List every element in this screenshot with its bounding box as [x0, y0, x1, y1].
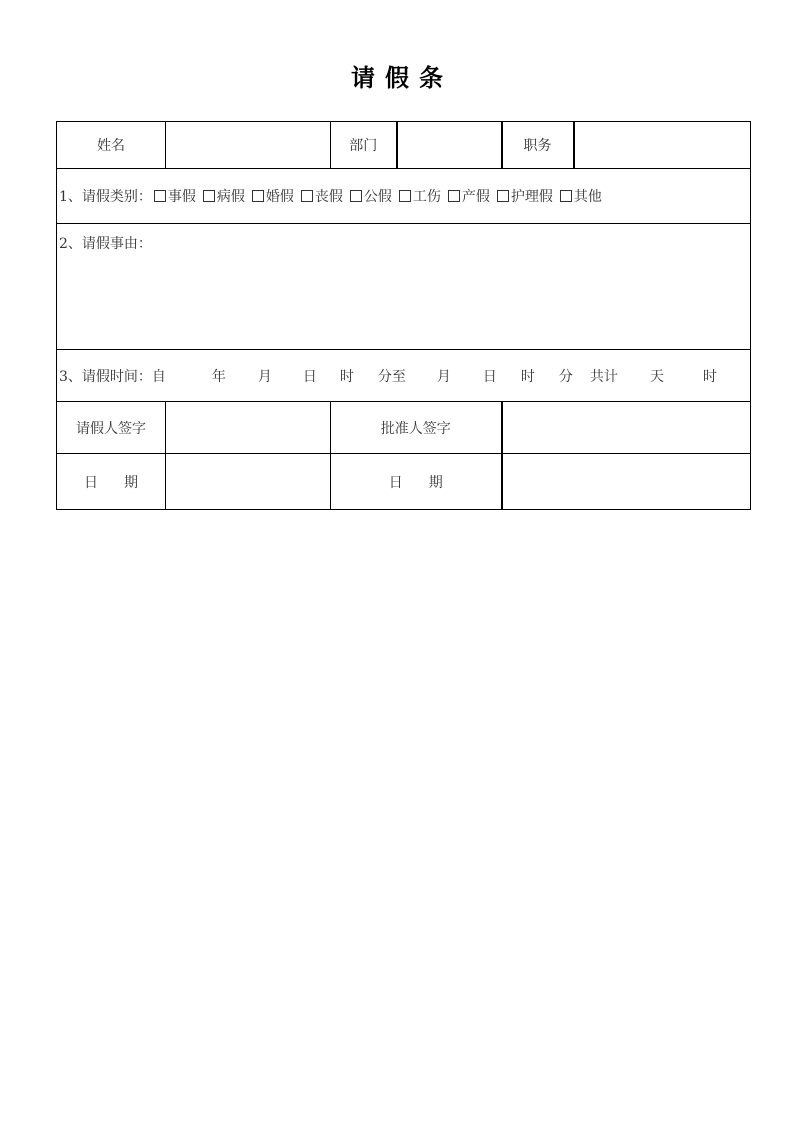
time-unit-day-end: 日 [482, 368, 497, 385]
leave-type-option-marriage[interactable] [250, 189, 294, 205]
row-leave-type [57, 169, 751, 224]
time-unit-month: 月 [257, 368, 272, 385]
title-char: 请 [351, 63, 375, 92]
row-leave-time [57, 350, 751, 402]
leave-reason-label: 2、请假事由： [59, 236, 152, 252]
option-label: 产假 [461, 189, 490, 205]
date-char: 日 [388, 474, 403, 491]
row-dates [57, 454, 751, 510]
option-label: 事假 [167, 189, 196, 205]
approver-sign-label: 批准人签字 [331, 402, 502, 454]
leave-type-label: 1、请假类别： [59, 189, 152, 205]
leave-type-option-nursing[interactable] [495, 189, 553, 205]
leave-time-cell[interactable] [57, 350, 751, 402]
applicant-date-field[interactable] [166, 454, 331, 510]
checkbox-icon[interactable] [203, 190, 215, 202]
leave-form-table [56, 121, 751, 510]
time-unit-minute-to: 分至 [377, 368, 406, 385]
option-label: 丧假 [314, 189, 343, 205]
dept-label: 部门 [331, 122, 397, 169]
checkbox-icon[interactable] [497, 190, 509, 202]
time-unit-year: 年 [211, 368, 226, 385]
applicant-sign-field[interactable] [166, 402, 331, 454]
checkbox-icon[interactable] [154, 190, 166, 202]
row-signatures [57, 402, 751, 454]
leave-type-option-sick[interactable] [201, 189, 245, 205]
checkbox-icon[interactable] [301, 190, 313, 202]
leave-type-option-official[interactable] [348, 189, 392, 205]
time-unit-hours: 时 [702, 368, 717, 385]
title-char: 条 [419, 63, 443, 92]
time-unit-minute-end: 分 [558, 368, 573, 385]
title-char: 假 [385, 63, 409, 92]
time-unit-hour: 时 [339, 368, 354, 385]
time-unit-hour-end: 时 [520, 368, 535, 385]
leave-time-label: 3、请假时间：自 [59, 368, 166, 385]
option-label: 其他 [573, 189, 602, 205]
checkbox-icon[interactable] [448, 190, 460, 202]
option-label: 工伤 [412, 189, 441, 205]
approver-sign-field[interactable] [502, 402, 751, 454]
time-unit-day: 日 [302, 368, 317, 385]
position-field[interactable] [574, 122, 751, 169]
option-label: 护理假 [510, 189, 553, 205]
checkbox-icon[interactable] [252, 190, 264, 202]
name-field[interactable] [166, 122, 331, 169]
leave-type-option-maternity[interactable] [446, 189, 490, 205]
row-basic-info [57, 122, 751, 169]
leave-type-cell [57, 169, 751, 224]
date-char: 日 [84, 474, 98, 491]
option-label: 公假 [363, 189, 392, 205]
leave-type-option-other[interactable] [558, 189, 602, 205]
position-label: 职务 [502, 122, 574, 169]
date-char: 期 [428, 474, 443, 491]
checkbox-icon[interactable] [399, 190, 411, 202]
option-label: 婚假 [265, 189, 294, 205]
applicant-sign-label: 请假人签字 [57, 402, 166, 454]
dept-field[interactable] [397, 122, 502, 169]
name-label: 姓名 [57, 122, 166, 169]
option-label: 病假 [216, 189, 245, 205]
leave-type-option-bereavement[interactable] [299, 189, 343, 205]
page-title [0, 58, 794, 93]
leave-type-option-personal[interactable] [152, 189, 196, 205]
applicant-date-label [57, 454, 166, 510]
time-unit-month-end: 月 [436, 368, 451, 385]
approver-date-label [331, 454, 502, 510]
checkbox-icon[interactable] [560, 190, 572, 202]
date-char: 期 [124, 474, 138, 491]
leave-type-option-work-injury[interactable] [397, 189, 441, 205]
checkbox-icon[interactable] [350, 190, 362, 202]
time-unit-days: 天 [649, 368, 664, 385]
row-leave-reason [57, 224, 751, 350]
time-total-label: 共计 [589, 368, 618, 385]
approver-date-field[interactable] [502, 454, 751, 510]
leave-reason-cell[interactable] [57, 224, 751, 350]
